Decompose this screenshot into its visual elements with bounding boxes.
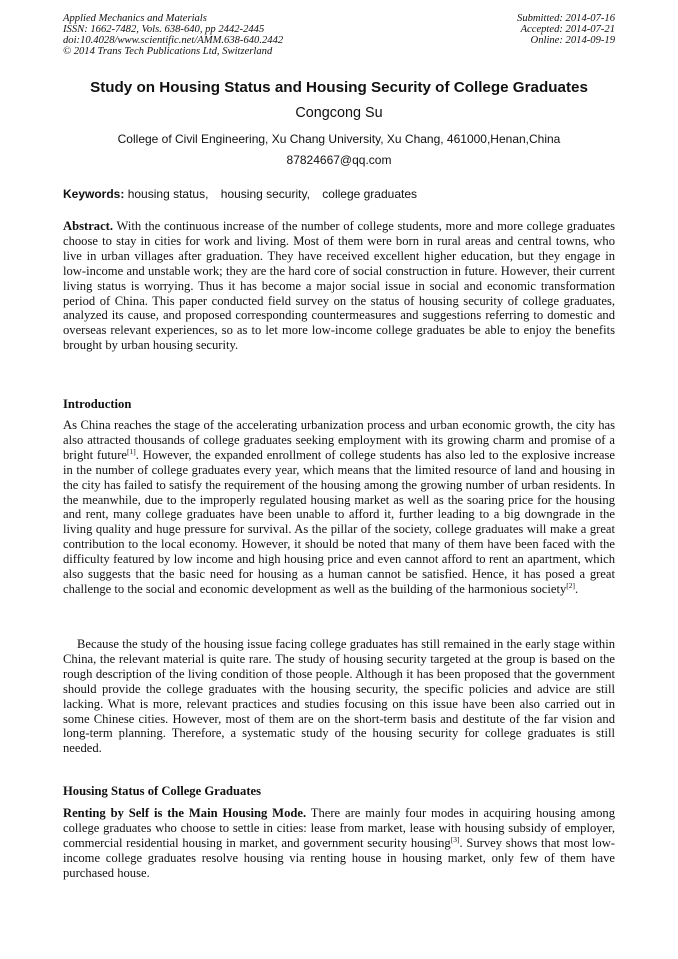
author-email: 87824667@qq.com [286, 153, 392, 167]
journal-doi: doi:10.4028/www.scientific.net/AMM.638-640.2442 [63, 34, 284, 46]
paragraph-lead: Renting by Self is the Main Housing Mode. [63, 806, 307, 820]
keyword-item: housing security, [220, 187, 310, 201]
keyword-item: housing status, [127, 187, 209, 201]
introduction-paragraph-1: As China reaches the stage of the accelerating urbanization process and urban economic growth, the city has also attracted thousands of college graduates seeking employment with its growing charm and promise of a bright future[1]. However, the expanded enrollment of college students has also led to the explosive increase in the number of college graduates every year, which means that the limited resource of land and housing in the city has failed to satisfy the requirement of the housing among the growing number of urban residents. In the meanwhile, due to the improperly regulated housing market as well as the soaring price for the housing and rent, many college graduates have been unable to afford it, further leading to a big downgrade in the living quality and huge pressure for survival. As the pillar of the society, college graduates will make a great contribution to the local economy. However, it should be noted that many of them have been faced with the difficulty featured by low income and high housing price and even cannot afford to rent an apartment, which also suggests that the basic need for housing as a human cannot be satisfied. Hence, it has posed a great challenge to the social and economic development as well as the building of the harmonious society[2]. [63, 418, 615, 596]
keyword-item: college graduates [322, 187, 417, 201]
citation-ref: [1] [127, 446, 136, 456]
abstract-label: Abstract. [63, 219, 114, 233]
section-heading-introduction: Introduction [63, 397, 132, 411]
section-heading-housing-status: Housing Status of College Graduates [63, 784, 262, 798]
paper-title: Study on Housing Status and Housing Security of College Graduates [90, 79, 588, 96]
abstract-text: With the continuous increase of the number of college students, more and more college graduates choose to stay in cities for work and living. Most of them were born in rural areas and central towns, who live in urban villages after graduation. They have received excellent higher education, but they engage in low-income and unstable work; they are the hard core of social construction in future. However, their current living status is worrying. Thus it has become a major social issue in social and economic transformation period of China. This paper conducted field survey on the status of housing security of college graduates, analyzed its cause, and proposed corresponding countermeasures and suggestions referring to domestic and overseas relevant experiences, so as to let more low-income college graduates be able to enjoy the benefits brought by urban housing security. [63, 219, 615, 353]
submitted-date: Submitted: 2014-07-16 [517, 13, 615, 24]
publication-dates [517, 14, 615, 47]
keywords [63, 187, 615, 201]
author-affiliation: College of Civil Engineering, Xu Chang University, Xu Chang, 461000,Henan,China [117, 132, 561, 146]
author-name: Congcong Su [295, 105, 383, 121]
housing-status-paragraph: Renting by Self is the Main Housing Mode. There are mainly four modes in acquiring housing among college graduates who choose to settle in cities: lease from market, lease with housing subsidy of employer, commercial residential housing in market, and government security housing[3]. Survey shows that most low-income college graduates resolve housing via renting house in housing market, only few of them have purchased house. [63, 806, 615, 880]
abstract [63, 219, 615, 353]
online-date: Online: 2014-09-19 [530, 34, 615, 46]
citation-ref: [3] [450, 834, 460, 844]
journal-issn: ISSN: 1662-7482, Vols. 638-640, pp 2442-2445 [63, 23, 265, 35]
accepted-date: Accepted: 2014-07-21 [520, 23, 615, 35]
keywords-label: Keywords: [63, 187, 125, 201]
introduction-paragraph-2: Because the study of the housing issue facing college graduates has still remained in the early stage within China, the relevant material is quite rare. The study of housing security targeted at the group is based on the rough description of the living condition of those people. Although it has been proposed that the government should provide the college graduates with the housing security, the specific policies and advice are still lacking. What is more, relevant practices and studies focusing on this issue have been also carried out in some Chinese cities. However, most of them are on the short-term basis and destitute of the far vision and long-term planning. Therefore, a systematic study of the housing security for college graduates is still needed. [63, 637, 615, 756]
journal-copyright: © 2014 Trans Tech Publications Ltd, Switzerland [63, 45, 273, 57]
journal-name: Applied Mechanics and Materials [63, 13, 207, 24]
journal-info [63, 14, 283, 58]
citation-ref: [2] [566, 580, 576, 590]
